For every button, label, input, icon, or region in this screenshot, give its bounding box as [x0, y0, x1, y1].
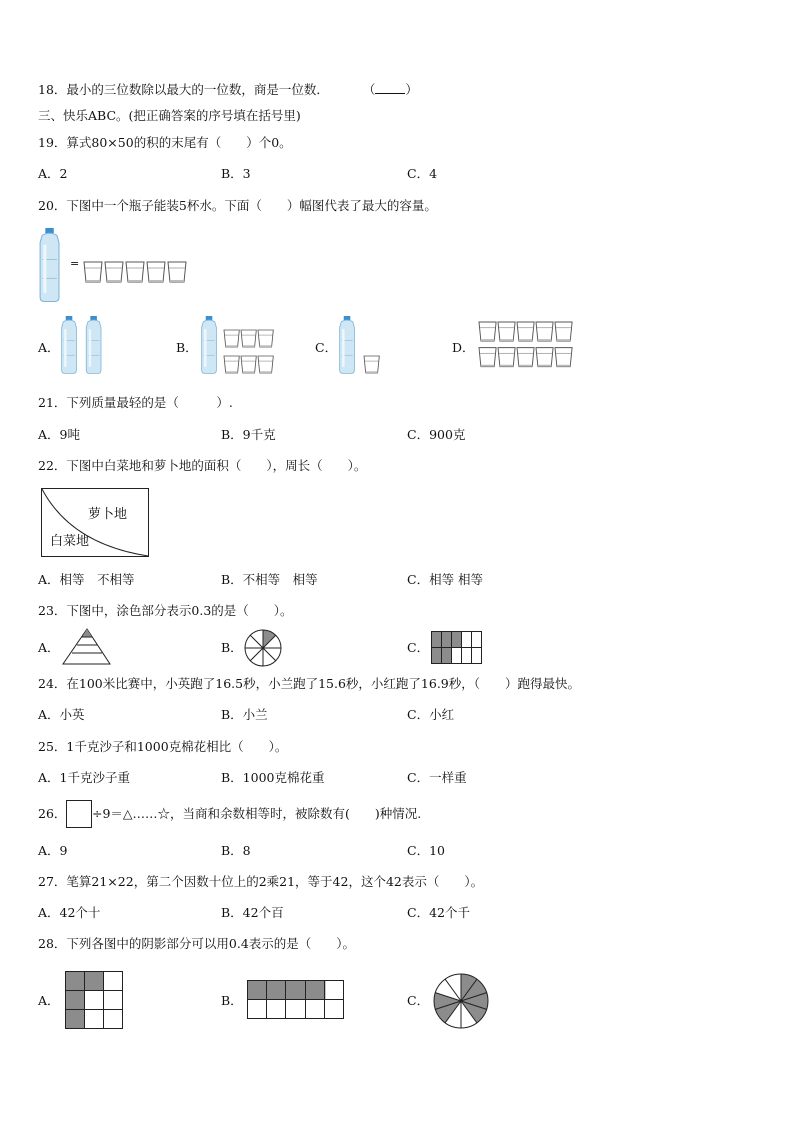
q22-label-radish: 萝卜地 — [88, 507, 128, 522]
answer-paren-open: （ — [362, 82, 376, 97]
question-25: 25．1千克沙子和1000克棉花相比（ ）。 — [38, 739, 288, 754]
q23-option-b-circle — [244, 629, 282, 667]
q20-option-a[interactable]: A． — [38, 340, 60, 355]
q26-option-a[interactable]: A．9 — [38, 843, 68, 858]
q20-option-c[interactable]: C． — [315, 340, 338, 355]
question-19: 19．算式80×50的积的末尾有（ ）个0。 — [38, 135, 292, 150]
q22-option-b[interactable]: B．不相等 相等 — [221, 572, 318, 587]
question-27: 27．笔算21×22，第二个因数十位上的2乘21，等于42，这个42表示（ ）。 — [38, 874, 484, 889]
question-23: 23．下图中，涂色部分表示0.3的是（ ）。 — [38, 603, 293, 618]
q28-option-a[interactable]: A． — [38, 993, 60, 1008]
q26-option-c[interactable]: C．10 — [407, 843, 445, 858]
q22-label-cabbage: 白菜地 — [50, 534, 90, 549]
section-3-title: 三、快乐ABC。(把正确答案的序号填在括号里) — [38, 108, 301, 123]
q20-five-cups — [84, 262, 194, 288]
q23-option-c-grid — [431, 631, 483, 665]
q27-option-b[interactable]: B．42个百 — [221, 905, 284, 920]
q22-option-c[interactable]: C．相等 相等 — [407, 572, 484, 587]
q27-option-a[interactable]: A．42个十 — [38, 905, 101, 920]
equals-sign: = — [70, 257, 80, 270]
question-21: 21．下列质量最轻的是（ ）. — [38, 395, 233, 410]
q21-option-c[interactable]: C．900克 — [407, 427, 466, 442]
q28-option-c[interactable]: C． — [407, 993, 430, 1008]
q21-option-b[interactable]: B．9千克 — [221, 427, 276, 442]
q20-option-b[interactable]: B． — [176, 340, 198, 355]
q24-option-b[interactable]: B．小兰 — [221, 707, 268, 722]
q28-option-c-circle — [432, 972, 492, 1032]
question-22: 22．下图中白菜地和萝卜地的面积（ ），周长（ ）。 — [38, 458, 367, 473]
question-20: 20．下图中一个瓶子能装5杯水。下面（ ）幅图代表了最大的容量。 — [38, 198, 437, 213]
q20-option-c-figure — [338, 316, 388, 380]
q19-option-a[interactable]: A．2 — [38, 166, 68, 181]
q26-dividend-box[interactable] — [66, 800, 92, 828]
q20-option-a-figure — [60, 316, 112, 380]
q26-option-b[interactable]: B．8 — [221, 843, 251, 858]
q20-option-b-figure — [200, 316, 280, 380]
q27-option-c[interactable]: C．42个千 — [407, 905, 470, 920]
question-26: ÷9＝△……☆，当商和余数相等时，被除数有( )种情况. — [92, 806, 422, 821]
question-18 — [38, 82, 418, 98]
q21-option-a[interactable]: A．9吨 — [38, 427, 80, 442]
answer-blank[interactable] — [375, 82, 405, 94]
q19-option-c[interactable]: C．4 — [407, 166, 438, 181]
q28-option-b[interactable]: B． — [221, 993, 243, 1008]
question-28: 28．下列各图中的阴影部分可以用0.4表示的是（ ）。 — [38, 936, 356, 951]
q24-option-c[interactable]: C．小红 — [407, 707, 455, 722]
answer-paren-close: ） — [405, 82, 418, 97]
q28-option-b-grid — [247, 980, 345, 1020]
q23-option-c[interactable]: C． — [407, 640, 430, 655]
q23-option-a-triangle — [62, 628, 112, 666]
q23-option-a[interactable]: A． — [38, 640, 60, 655]
q24-option-a[interactable]: A．小英 — [38, 707, 85, 722]
q22-option-a[interactable]: A．相等 不相等 — [38, 572, 135, 587]
q28-option-a-grid — [65, 971, 125, 1031]
q25-option-c[interactable]: C．一样重 — [407, 770, 467, 785]
question-26-number: 26． — [38, 806, 67, 821]
q25-option-b[interactable]: B．1000克棉花重 — [221, 770, 325, 785]
q20-option-d-figure — [479, 322, 574, 374]
question-24: 24．在100米比赛中，小英跑了16.5秒，小兰跑了15.6秒，小红跑了16.9秒，（ ）跑得最快。 — [38, 676, 581, 691]
q19-option-b[interactable]: B．3 — [221, 166, 251, 181]
q25-option-a[interactable]: A．1千克沙子重 — [38, 770, 130, 785]
question-18-text: 18．最小的三位数除以最大的一位数，商是一位数． — [38, 82, 329, 97]
q20-option-d[interactable]: D． — [452, 340, 475, 355]
q23-option-b[interactable]: B． — [221, 640, 243, 655]
